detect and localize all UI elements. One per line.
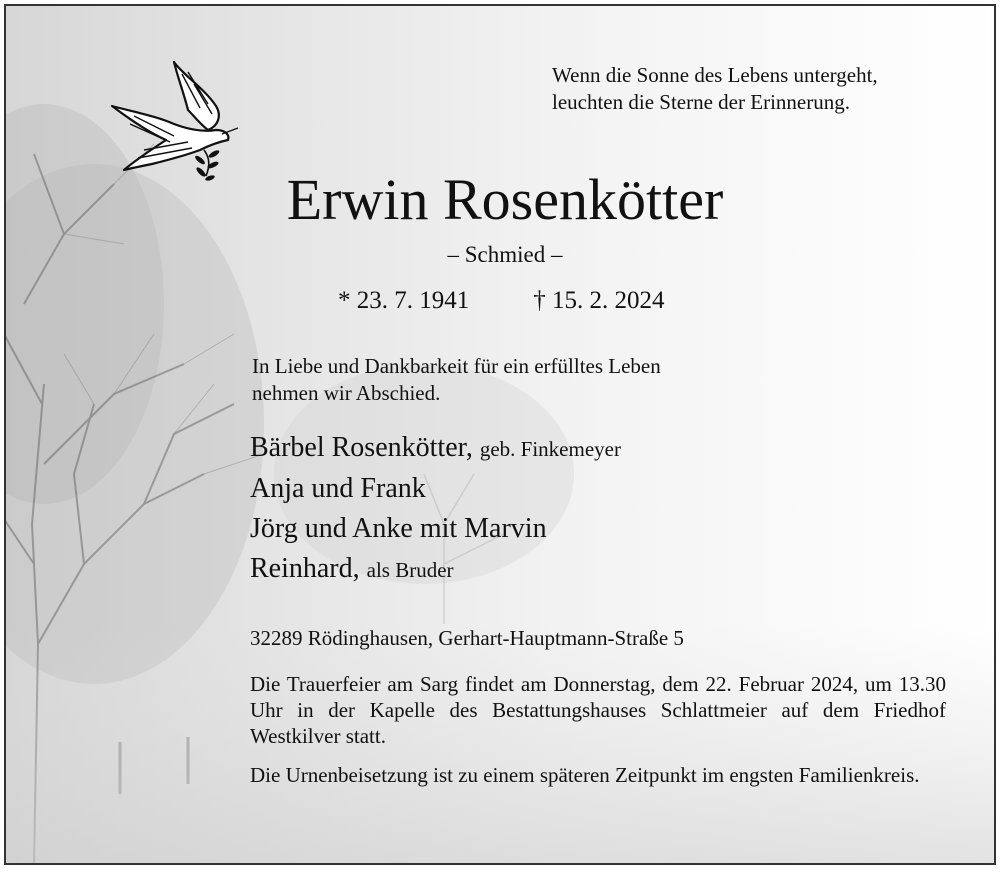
mourner-entry (250, 549, 621, 590)
intro-line-1: In Liebe und Dankbarkeit für ein erfülltes Leben (252, 354, 661, 378)
mourners-list (250, 428, 621, 590)
mourner-note: als Bruder (366, 558, 454, 582)
intro-line-2: nehmen wir Abschied. (252, 381, 441, 405)
mourner-entry (250, 509, 621, 549)
family-address: 32289 Rödinghausen, Gerhart-Hauptmann-Straße 5 (250, 626, 684, 650)
mourner-name: Jörg und Anke mit Marvin (250, 513, 547, 544)
occupation: – Schmied – (447, 242, 563, 267)
mourner-name: Reinhard, (250, 553, 360, 584)
death-date: † 15. 2. 2024 (533, 287, 665, 314)
urn-burial-info: Die Urnenbeisetzung ist zu einem späteren Zeitpunkt im engsten Familienkreis. (250, 763, 920, 787)
deceased-name: Erwin Rosenkötter (286, 167, 724, 232)
mourner-name: Anja und Frank (250, 473, 426, 504)
mourner-name: Bärbel Rosenkötter, (250, 432, 473, 463)
obituary-notice (4, 4, 996, 865)
birth-date: * 23. 7. 1941 (338, 287, 470, 314)
mourner-entry (250, 469, 621, 509)
life-dates (338, 284, 665, 318)
mourner-entry (250, 428, 621, 469)
mourner-note: geb. Finkemeyer (479, 437, 621, 461)
memorial-quote (552, 62, 878, 116)
funeral-service-info: Die Trauerfeier am Sarg findet am Donnerstag, dem 22. Februar 2024, um 13.30 Uhr in der Kapelle des Bestattungshauses Schlattmeier auf dem Friedhof Westkilver statt. (250, 672, 946, 748)
farewell-intro (252, 353, 661, 407)
quote-line-2: leuchten die Sterne der Erinnerung. (552, 90, 850, 114)
quote-line-1: Wenn die Sonne des Lebens untergeht, (552, 63, 878, 87)
